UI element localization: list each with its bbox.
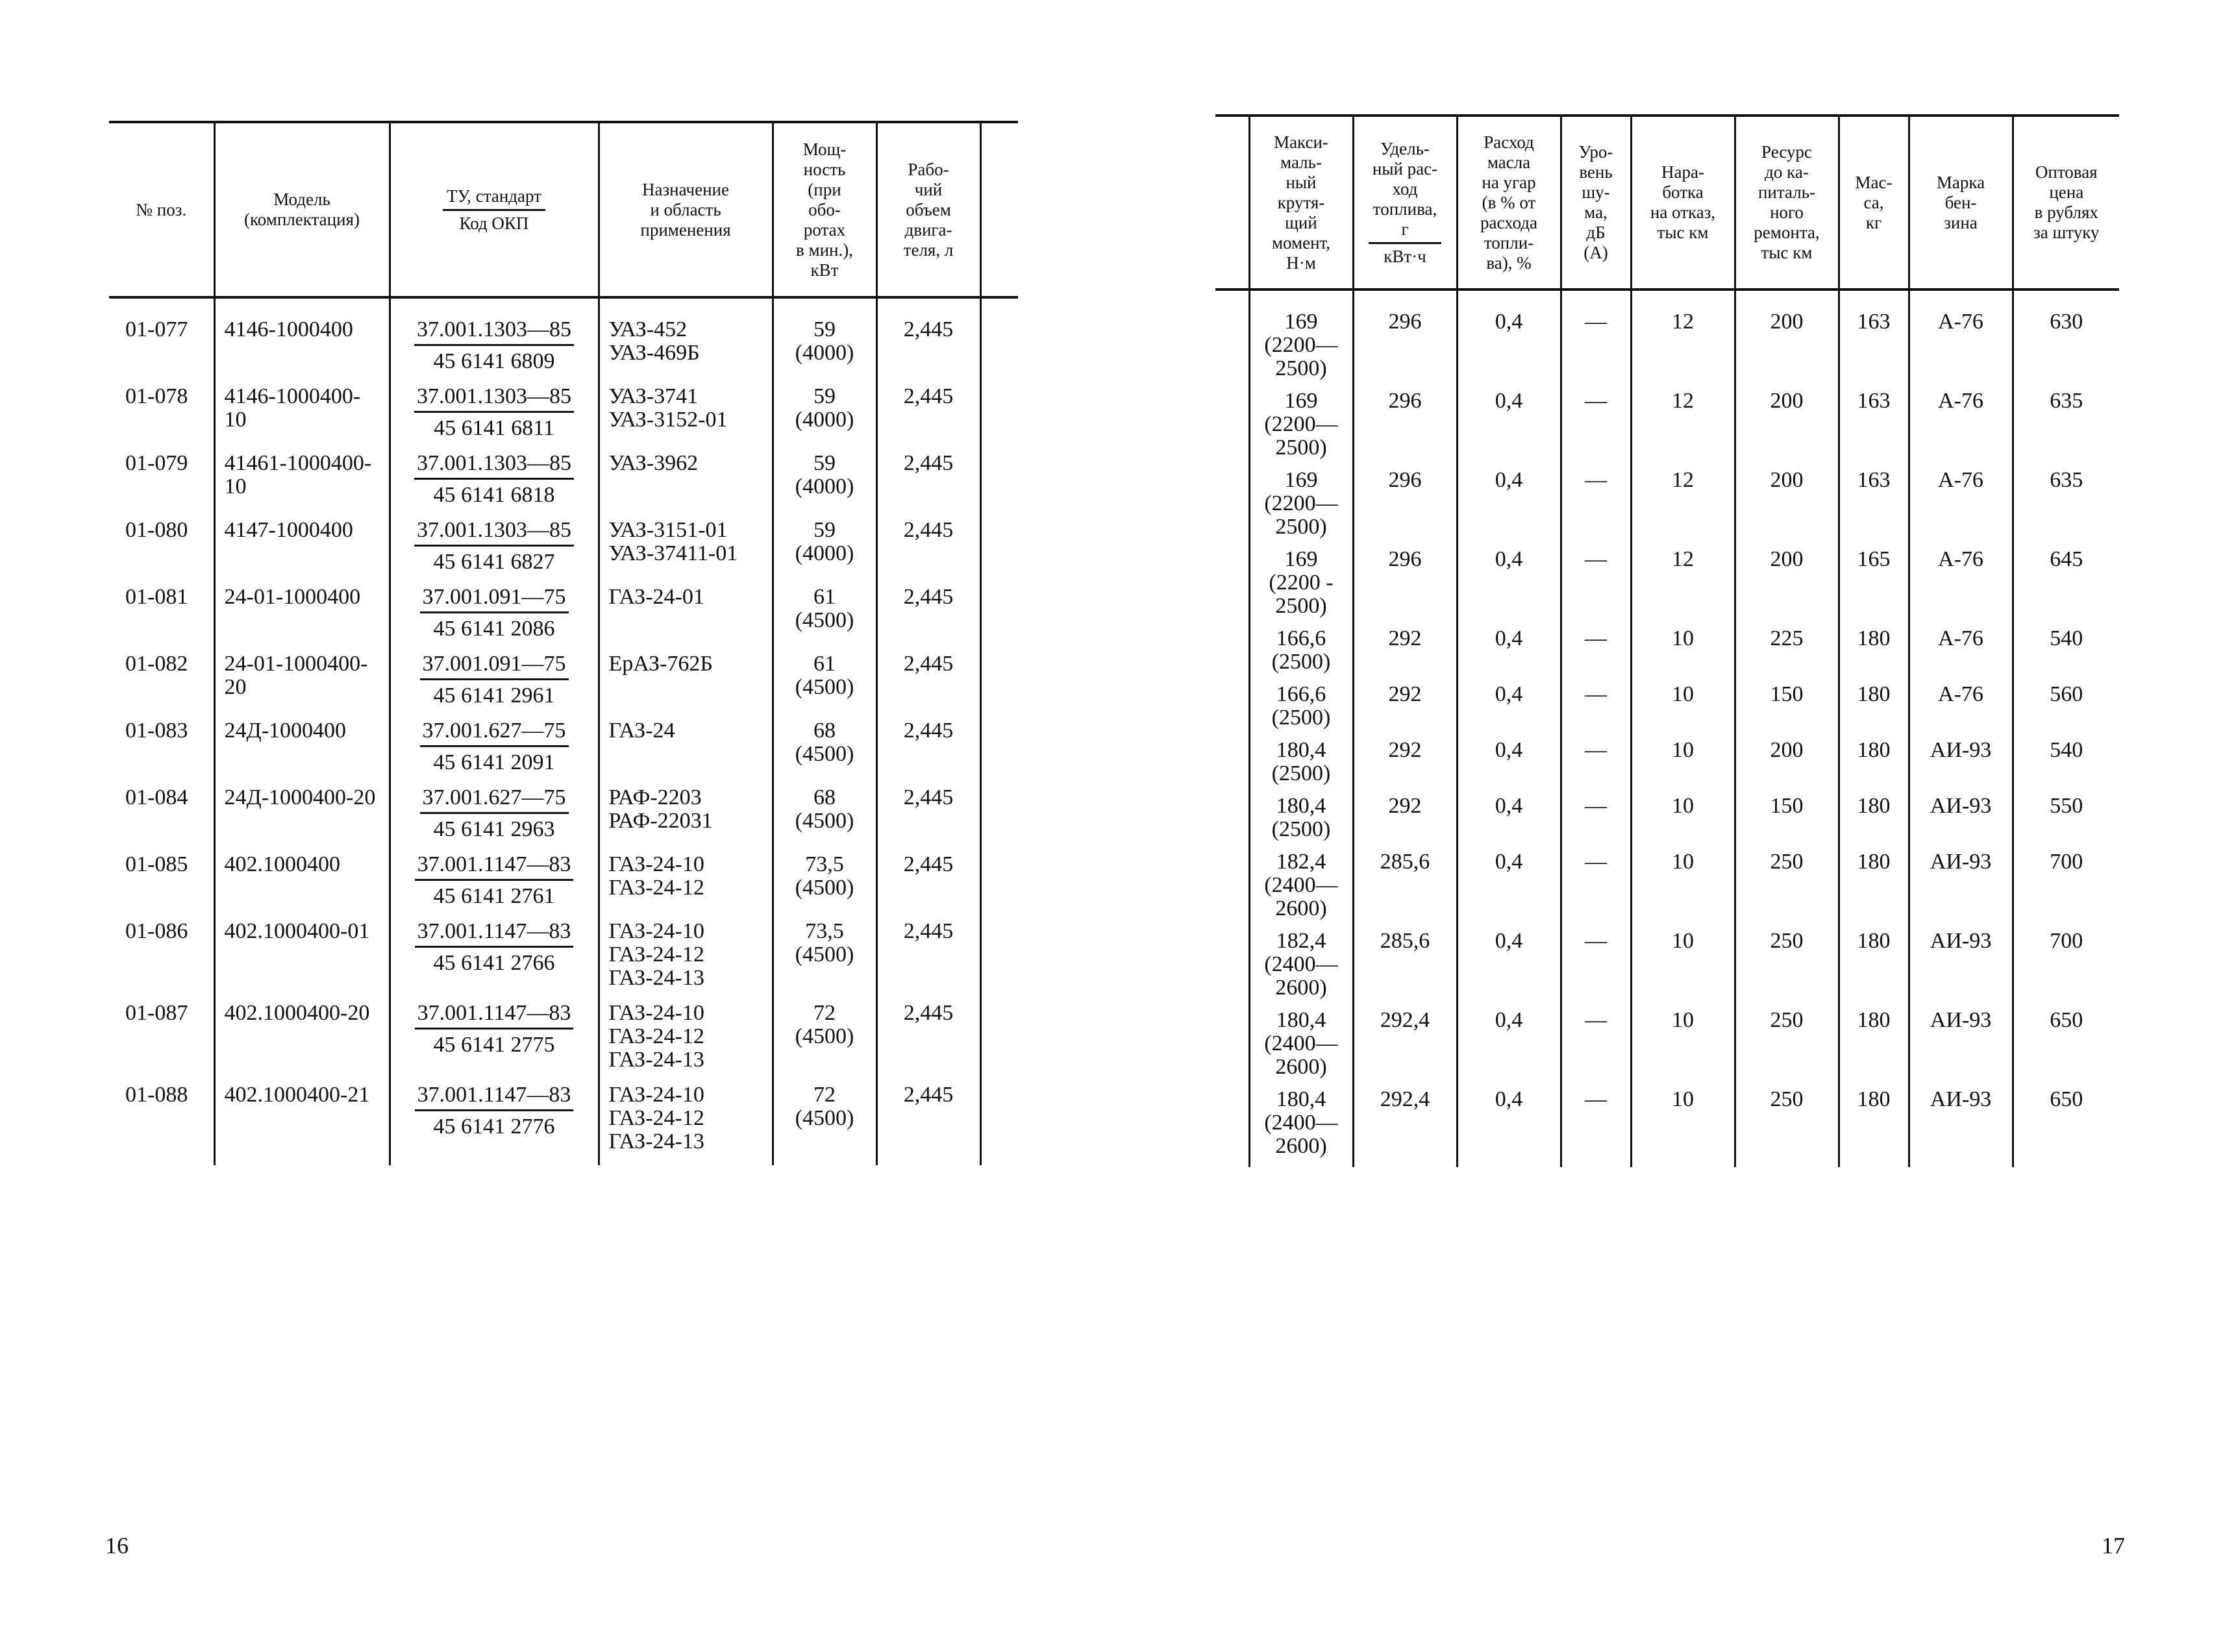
header-pos: № поз. <box>136 199 187 219</box>
cell-okp-code: 45 6141 2086 <box>433 617 555 641</box>
cell-application: УАЗ-452 УАЗ-469Б <box>599 318 773 385</box>
header-petrol: Марка бен- зина <box>1909 116 2013 290</box>
cell-okp-code: 45 6141 2776 <box>433 1115 555 1139</box>
cell-noise: — <box>1561 739 1631 795</box>
cell-model: 24Д-1000400-20 <box>214 786 390 853</box>
table-row <box>1215 930 2119 1009</box>
table-body-right <box>1215 290 2119 1167</box>
engine-spec-table-right <box>1215 114 2119 1167</box>
cell-noise: — <box>1561 310 1631 389</box>
cell-tu-okp <box>390 318 599 385</box>
cell-mtbf: 12 <box>1631 310 1735 389</box>
header-price: Оптовая цена в рублях за штуку <box>2013 116 2119 290</box>
cell-empty <box>1215 627 1249 683</box>
header-okp-code: Код ОКП <box>459 213 529 233</box>
header-resource: Ресурс до ка- питаль- ного ремонта, тыс км <box>1735 116 1839 290</box>
cell-oil: 0,4 <box>1457 683 1561 739</box>
cell-empty <box>1215 469 1249 548</box>
table-row <box>109 1083 1018 1165</box>
cell-price: 700 <box>2013 930 2119 1009</box>
cell-model: 24Д-1000400 <box>214 719 390 786</box>
table-row <box>109 1002 1018 1083</box>
cell-tu-standard: 37.001.1303—85 <box>414 385 574 413</box>
cell-torque: 166,6 (2500) <box>1249 627 1353 683</box>
cell-mass: 180 <box>1839 739 1909 795</box>
table-row <box>109 318 1018 385</box>
cell-torque: 182,4 (2400— 2600) <box>1249 930 1353 1009</box>
cell-application: ЕрАЗ-762Б <box>599 652 773 719</box>
table-row <box>1215 548 2119 627</box>
cell-volume: 2,445 <box>876 452 980 519</box>
cell-noise: — <box>1561 469 1631 548</box>
cell-fuel: 292,4 <box>1353 1009 1457 1088</box>
header-volume: Рабо- чий объем двига- теля, л <box>876 122 980 297</box>
table-row <box>1215 310 2119 389</box>
header-mass: Мас- са, кг <box>1839 116 1909 290</box>
cell-pos: 01-084 <box>125 785 188 809</box>
cell-oil: 0,4 <box>1457 389 1561 469</box>
table-row <box>109 786 1018 853</box>
cell-empty <box>980 519 1018 586</box>
engine-spec-table-left <box>109 121 1018 1165</box>
cell-okp-code: 45 6141 2091 <box>433 750 555 774</box>
cell-empty <box>1215 683 1249 739</box>
cell-tu-okp <box>390 1083 599 1165</box>
cell-petrol: АИ-93 <box>1909 1009 2013 1088</box>
table-row <box>1215 1088 2119 1167</box>
cell-model: 24-01-1000400 <box>214 586 390 652</box>
cell-empty <box>1215 739 1249 795</box>
cell-pos: 01-088 <box>125 1083 188 1107</box>
cell-petrol: А-76 <box>1909 469 2013 548</box>
cell-resource: 200 <box>1735 389 1839 469</box>
cell-noise: — <box>1561 389 1631 469</box>
cell-tu-okp <box>390 452 599 519</box>
table-row <box>1215 1009 2119 1088</box>
table-body-left <box>109 297 1018 1165</box>
cell-pos: 01-078 <box>125 384 188 408</box>
cell-price: 650 <box>2013 1088 2119 1167</box>
cell-power: 73,5 (4500) <box>773 920 876 1002</box>
cell-oil: 0,4 <box>1457 469 1561 548</box>
page-number: 16 <box>105 1533 129 1559</box>
cell-noise: — <box>1561 1088 1631 1167</box>
table-row <box>1215 683 2119 739</box>
cell-torque: 169 (2200— 2500) <box>1249 310 1353 389</box>
cell-tu-okp <box>390 586 599 652</box>
cell-torque: 169 (2200— 2500) <box>1249 389 1353 469</box>
cell-price: 700 <box>2013 850 2119 930</box>
cell-empty <box>980 652 1018 719</box>
cell-mtbf: 10 <box>1631 1088 1735 1167</box>
cell-tu-okp <box>390 652 599 719</box>
cell-tu-standard: 37.001.091—75 <box>420 586 569 613</box>
cell-mtbf: 10 <box>1631 930 1735 1009</box>
cell-volume: 2,445 <box>876 853 980 920</box>
cell-tu-standard: 37.001.1147—83 <box>415 920 574 948</box>
cell-torque: 180,4 (2500) <box>1249 739 1353 795</box>
cell-mass: 180 <box>1839 930 1909 1009</box>
cell-okp-code: 45 6141 6811 <box>434 416 554 440</box>
cell-model: 402.1000400-21 <box>214 1083 390 1165</box>
cell-petrol: А-76 <box>1909 683 2013 739</box>
cell-okp-code: 45 6141 6827 <box>433 550 555 574</box>
cell-petrol: АИ-93 <box>1909 850 2013 930</box>
cell-application: УАЗ-3962 <box>599 452 773 519</box>
cell-model: 402.1000400-01 <box>214 920 390 1002</box>
header-mtbf: Нара- ботка на отказ, тыс км <box>1631 116 1735 290</box>
cell-tu-standard: 37.001.1147—83 <box>415 1002 574 1029</box>
cell-empty <box>980 586 1018 652</box>
cell-noise: — <box>1561 795 1631 850</box>
cell-oil: 0,4 <box>1457 627 1561 683</box>
header-noise: Уро- вень шу- ма, дБ (А) <box>1561 116 1631 290</box>
cell-fuel: 292 <box>1353 627 1457 683</box>
cell-mass: 163 <box>1839 310 1909 389</box>
header-tu-standard: ТУ, стандарт <box>443 186 545 211</box>
table-header-row <box>1215 116 2119 290</box>
cell-petrol: АИ-93 <box>1909 739 2013 795</box>
cell-empty <box>1215 548 1249 627</box>
cell-application: ГАЗ-24-10 ГАЗ-24-12 ГАЗ-24-13 <box>599 920 773 1002</box>
table-row <box>109 652 1018 719</box>
cell-empty <box>1215 930 1249 1009</box>
cell-pos: 01-081 <box>125 585 188 609</box>
cell-noise: — <box>1561 548 1631 627</box>
cell-empty <box>980 853 1018 920</box>
cell-oil: 0,4 <box>1457 1009 1561 1088</box>
cell-price: 540 <box>2013 739 2119 795</box>
cell-okp-code: 45 6141 6818 <box>433 483 555 507</box>
cell-mtbf: 10 <box>1631 1009 1735 1088</box>
cell-empty <box>980 719 1018 786</box>
cell-mass: 180 <box>1839 795 1909 850</box>
cell-power: 72 (4500) <box>773 1083 876 1165</box>
cell-price: 560 <box>2013 683 2119 739</box>
cell-application: УАЗ-3151-01 УАЗ-37411-01 <box>599 519 773 586</box>
table-row <box>109 719 1018 786</box>
cell-application: ГАЗ-24 <box>599 719 773 786</box>
cell-mass: 180 <box>1839 1088 1909 1167</box>
cell-resource: 250 <box>1735 850 1839 930</box>
cell-tu-standard: 37.001.1303—85 <box>414 318 574 346</box>
cell-resource: 200 <box>1735 548 1839 627</box>
table-row <box>1215 795 2119 850</box>
cell-model: 41461-1000400- 10 <box>214 452 390 519</box>
cell-mtbf: 10 <box>1631 850 1735 930</box>
cell-pos: 01-083 <box>125 719 188 743</box>
cell-empty <box>980 385 1018 452</box>
cell-resource: 200 <box>1735 739 1839 795</box>
cell-model: 4146-1000400- 10 <box>214 385 390 452</box>
cell-mtbf: 12 <box>1631 389 1735 469</box>
cell-mass: 180 <box>1839 1009 1909 1088</box>
cell-price: 630 <box>2013 310 2119 389</box>
cell-pos: 01-086 <box>125 919 188 943</box>
cell-power: 61 (4500) <box>773 652 876 719</box>
cell-tu-okp <box>390 853 599 920</box>
cell-oil: 0,4 <box>1457 739 1561 795</box>
cell-resource: 200 <box>1735 310 1839 389</box>
cell-mass: 163 <box>1839 389 1909 469</box>
header-fuel-consumption <box>1353 116 1457 290</box>
header-model: Модель (комплектация) <box>214 122 390 297</box>
cell-torque: 182,4 (2400— 2600) <box>1249 850 1353 930</box>
cell-empty <box>980 318 1018 385</box>
cell-tu-okp <box>390 920 599 1002</box>
cell-mtbf: 10 <box>1631 795 1735 850</box>
cell-model: 402.1000400-20 <box>214 1002 390 1083</box>
cell-volume: 2,445 <box>876 586 980 652</box>
cell-fuel: 296 <box>1353 548 1457 627</box>
cell-mass: 180 <box>1839 627 1909 683</box>
cell-oil: 0,4 <box>1457 850 1561 930</box>
cell-application: ГАЗ-24-10 ГАЗ-24-12 ГАЗ-24-13 <box>599 1083 773 1165</box>
cell-okp-code: 45 6141 2963 <box>433 817 555 841</box>
cell-resource: 250 <box>1735 1009 1839 1088</box>
cell-fuel: 292 <box>1353 683 1457 739</box>
cell-resource: 150 <box>1735 683 1839 739</box>
header-empty <box>980 122 1018 297</box>
cell-model: 402.1000400 <box>214 853 390 920</box>
cell-empty <box>1215 1088 1249 1167</box>
cell-torque: 166,6 (2500) <box>1249 683 1353 739</box>
cell-mass: 180 <box>1839 683 1909 739</box>
cell-okp-code: 45 6141 2761 <box>433 884 555 908</box>
cell-tu-standard: 37.001.1303—85 <box>414 452 574 480</box>
cell-empty <box>980 1083 1018 1165</box>
cell-application: ГАЗ-24-10 ГАЗ-24-12 ГАЗ-24-13 <box>599 1002 773 1083</box>
cell-model: 4146-1000400 <box>214 318 390 385</box>
table-row <box>109 586 1018 652</box>
cell-torque: 169 (2200 - 2500) <box>1249 548 1353 627</box>
table-row <box>109 920 1018 1002</box>
cell-torque: 180,4 (2400— 2600) <box>1249 1088 1353 1167</box>
cell-okp-code: 45 6141 2961 <box>433 684 555 708</box>
cell-power: 59 (4000) <box>773 519 876 586</box>
table-row <box>1215 627 2119 683</box>
header-application: Назначение и область применения <box>599 122 773 297</box>
header-tu <box>390 122 599 297</box>
cell-application: ГАЗ-24-10 ГАЗ-24-12 <box>599 853 773 920</box>
cell-fuel: 285,6 <box>1353 850 1457 930</box>
cell-power: 73,5 (4500) <box>773 853 876 920</box>
cell-empty <box>980 452 1018 519</box>
cell-fuel: 296 <box>1353 469 1457 548</box>
cell-torque: 169 (2200— 2500) <box>1249 469 1353 548</box>
cell-model: 24-01-1000400- 20 <box>214 652 390 719</box>
cell-volume: 2,445 <box>876 1002 980 1083</box>
cell-mtbf: 10 <box>1631 627 1735 683</box>
cell-petrol: А-76 <box>1909 310 2013 389</box>
cell-price: 650 <box>2013 1009 2119 1088</box>
cell-empty <box>1215 310 1249 389</box>
cell-petrol: А-76 <box>1909 389 2013 469</box>
cell-mtbf: 10 <box>1631 683 1735 739</box>
cell-mass: 165 <box>1839 548 1909 627</box>
cell-okp-code: 45 6141 6809 <box>433 349 555 373</box>
cell-noise: — <box>1561 1009 1631 1088</box>
cell-fuel: 296 <box>1353 310 1457 389</box>
cell-pos: 01-080 <box>125 518 188 542</box>
cell-petrol: АИ-93 <box>1909 795 2013 850</box>
cell-mtbf: 10 <box>1631 739 1735 795</box>
cell-price: 635 <box>2013 469 2119 548</box>
cell-volume: 2,445 <box>876 652 980 719</box>
header-power: Мощ- ность (при обо- ротах в мин.), кВт <box>773 122 876 297</box>
cell-pos: 01-087 <box>125 1001 188 1025</box>
cell-fuel: 292 <box>1353 795 1457 850</box>
cell-okp-code: 45 6141 2766 <box>433 951 555 975</box>
cell-tu-okp <box>390 719 599 786</box>
cell-power: 59 (4000) <box>773 318 876 385</box>
cell-fuel: 292 <box>1353 739 1457 795</box>
cell-tu-okp <box>390 786 599 853</box>
cell-tu-standard: 37.001.091—75 <box>420 652 569 680</box>
cell-fuel: 296 <box>1353 389 1457 469</box>
cell-volume: 2,445 <box>876 920 980 1002</box>
cell-power: 72 (4500) <box>773 1002 876 1083</box>
cell-model: 4147-1000400 <box>214 519 390 586</box>
cell-application: ГАЗ-24-01 <box>599 586 773 652</box>
cell-tu-standard: 37.001.627—75 <box>420 719 569 747</box>
cell-resource: 150 <box>1735 795 1839 850</box>
header-torque: Макси- маль- ный крутя- щий момент, Н·м <box>1249 116 1353 290</box>
table-row <box>1215 739 2119 795</box>
cell-tu-okp <box>390 1002 599 1083</box>
table-row <box>1215 389 2119 469</box>
cell-pos: 01-077 <box>125 317 188 341</box>
cell-tu-standard: 37.001.1303—85 <box>414 519 574 547</box>
cell-volume: 2,445 <box>876 1083 980 1165</box>
cell-fuel: 285,6 <box>1353 930 1457 1009</box>
cell-application: РАФ-2203 РАФ-22031 <box>599 786 773 853</box>
cell-resource: 250 <box>1735 930 1839 1009</box>
cell-resource: 200 <box>1735 469 1839 548</box>
table-header-row <box>109 122 1018 297</box>
cell-tu-okp <box>390 385 599 452</box>
cell-power: 59 (4000) <box>773 385 876 452</box>
cell-oil: 0,4 <box>1457 310 1561 389</box>
header-fuel-numerator: Удель- ный рас- ход топлива, г <box>1369 139 1441 244</box>
cell-empty <box>1215 389 1249 469</box>
cell-price: 550 <box>2013 795 2119 850</box>
cell-power: 68 (4500) <box>773 719 876 786</box>
cell-fuel: 292,4 <box>1353 1088 1457 1167</box>
table-row <box>1215 469 2119 548</box>
cell-pos: 01-082 <box>125 652 188 676</box>
header-oil-consumption: Расход масла на угар (в % от расхода топли- ва), % <box>1457 116 1561 290</box>
cell-pos: 01-079 <box>125 451 188 475</box>
cell-noise: — <box>1561 930 1631 1009</box>
cell-tu-standard: 37.001.1147—83 <box>415 853 574 881</box>
cell-noise: — <box>1561 850 1631 930</box>
cell-mass: 180 <box>1839 850 1909 930</box>
cell-power: 61 (4500) <box>773 586 876 652</box>
table-row <box>1215 850 2119 930</box>
cell-resource: 225 <box>1735 627 1839 683</box>
table-row <box>109 853 1018 920</box>
cell-price: 645 <box>2013 548 2119 627</box>
cell-volume: 2,445 <box>876 385 980 452</box>
cell-price: 540 <box>2013 627 2119 683</box>
cell-oil: 0,4 <box>1457 548 1561 627</box>
page-right <box>1112 0 2223 1652</box>
cell-noise: — <box>1561 627 1631 683</box>
cell-tu-standard: 37.001.1147—83 <box>415 1083 574 1111</box>
cell-power: 59 (4000) <box>773 452 876 519</box>
cell-empty <box>1215 850 1249 930</box>
cell-price: 635 <box>2013 389 2119 469</box>
page-number: 17 <box>2102 1533 2125 1559</box>
cell-petrol: А-76 <box>1909 548 2013 627</box>
cell-empty <box>980 1002 1018 1083</box>
cell-oil: 0,4 <box>1457 795 1561 850</box>
header-fuel-denominator: кВт·ч <box>1384 246 1426 266</box>
cell-torque: 180,4 (2400— 2600) <box>1249 1009 1353 1088</box>
cell-volume: 2,445 <box>876 318 980 385</box>
cell-application: УАЗ-3741 УАЗ-3152-01 <box>599 385 773 452</box>
cell-empty <box>1215 1009 1249 1088</box>
cell-noise: — <box>1561 683 1631 739</box>
cell-oil: 0,4 <box>1457 930 1561 1009</box>
cell-empty <box>980 920 1018 1002</box>
cell-volume: 2,445 <box>876 519 980 586</box>
cell-petrol: АИ-93 <box>1909 930 2013 1009</box>
cell-oil: 0,4 <box>1457 1088 1561 1167</box>
cell-volume: 2,445 <box>876 719 980 786</box>
cell-resource: 250 <box>1735 1088 1839 1167</box>
cell-mass: 163 <box>1839 469 1909 548</box>
cell-petrol: А-76 <box>1909 627 2013 683</box>
cell-torque: 180,4 (2500) <box>1249 795 1353 850</box>
cell-empty <box>980 786 1018 853</box>
cell-okp-code: 45 6141 2775 <box>433 1033 555 1057</box>
table-row <box>109 519 1018 586</box>
cell-volume: 2,445 <box>876 786 980 853</box>
cell-petrol: АИ-93 <box>1909 1088 2013 1167</box>
cell-empty <box>1215 795 1249 850</box>
table-row <box>109 385 1018 452</box>
cell-mtbf: 12 <box>1631 548 1735 627</box>
cell-pos: 01-085 <box>125 852 188 876</box>
cell-power: 68 (4500) <box>773 786 876 853</box>
cell-mtbf: 12 <box>1631 469 1735 548</box>
table-row <box>109 452 1018 519</box>
cell-tu-standard: 37.001.627—75 <box>420 786 569 814</box>
header-empty <box>1215 116 1249 290</box>
cell-tu-okp <box>390 519 599 586</box>
